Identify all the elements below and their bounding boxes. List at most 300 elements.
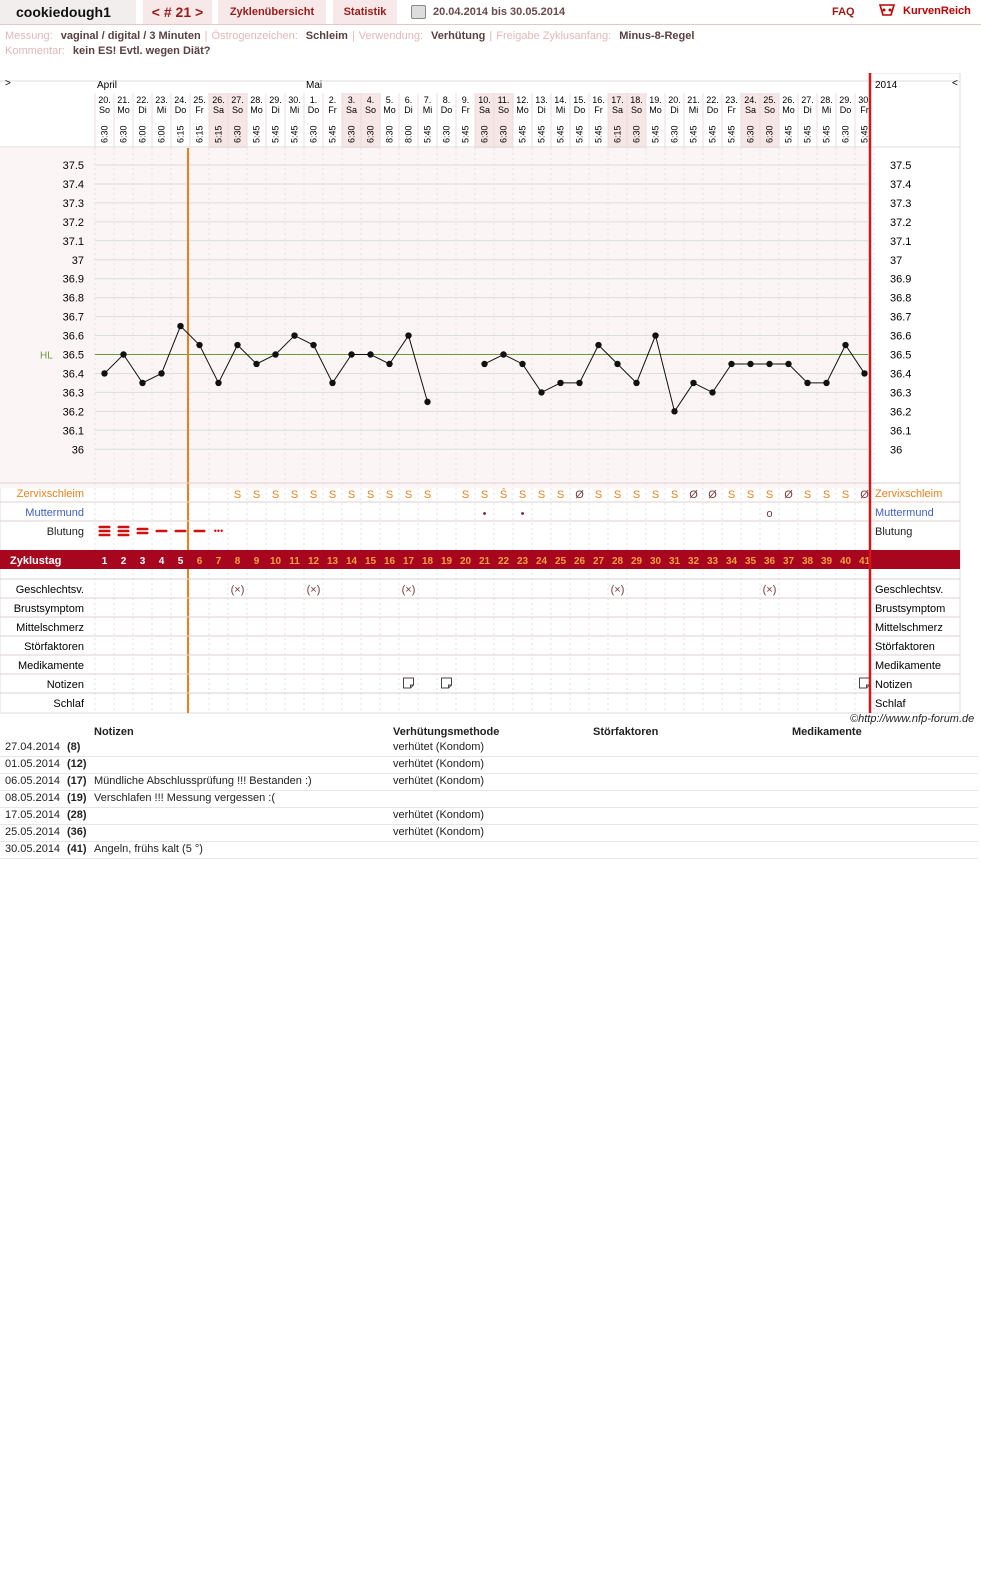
time-label: 6:30 (365, 125, 376, 143)
weekday-label: Di (404, 105, 413, 115)
note-date: 06.05.2014 (5, 775, 61, 787)
time-label: 5:45 (707, 125, 718, 143)
zervix-mark: Ø (784, 489, 793, 501)
note-icon (404, 678, 414, 688)
time-label: 5:45 (859, 125, 870, 143)
weekday-label: Sa (744, 105, 757, 115)
bleeding-mark (137, 528, 149, 531)
date-label: 30. (288, 95, 301, 105)
temperature-point (158, 370, 164, 376)
time-label: 5:45 (555, 125, 566, 143)
date-label: 17. (611, 95, 624, 105)
hl-label: HL (40, 350, 53, 362)
muttermund-mark: • (482, 508, 487, 520)
time-label: 5:45 (422, 125, 433, 143)
date-label: 25. (193, 95, 206, 105)
cycle-day-number: 4 (158, 556, 165, 567)
month-label: April (97, 80, 118, 91)
note-text: Verschlafen !!! Messung vergessen :( (94, 792, 275, 804)
faq-link[interactable]: FAQ (832, 6, 855, 18)
zervix-mark: S (765, 489, 774, 501)
zervix-mark: S (841, 489, 850, 501)
temperature-point (386, 361, 392, 367)
note-text: Angeln, frühs kalt (5 °) (94, 843, 203, 855)
row-label-brust: Brustsymptom (13, 603, 84, 615)
zervix-mark: S (651, 489, 660, 501)
weekday-label: So (364, 105, 377, 115)
y-tick-label: 36.7 (62, 311, 84, 324)
temperature-point (842, 342, 848, 348)
note-cycle-day: (8) (67, 741, 81, 753)
temperature-point (804, 380, 810, 386)
row-label-right-blutung: Blutung (875, 526, 913, 538)
weekday-label: Do (706, 105, 719, 115)
zervix-mark: S (518, 489, 527, 501)
zervix-mark: Ø (575, 489, 584, 501)
cycle-day-number: 27 (592, 556, 605, 567)
cycle-day-number: 2 (120, 556, 127, 567)
weekday-label: Do (839, 105, 852, 115)
note-date: 27.04.2014 (5, 741, 61, 753)
messung-label: Messung: (5, 30, 53, 42)
date-label: 8. (442, 95, 451, 105)
kommentar-value: kein ES! Evtl. wegen Diät? (72, 45, 211, 57)
note-cycle-day: (12) (67, 758, 87, 770)
weekday-label: Di (537, 105, 546, 115)
y-tick-label-right: 37.4 (890, 178, 912, 191)
temperature-point (671, 408, 677, 414)
temperature-point (405, 332, 411, 338)
date-label: 15. (573, 95, 586, 105)
y-tick-label-right: 37.2 (890, 216, 912, 229)
intercourse-mark: (×) (610, 584, 625, 596)
weekday-label: Sa (478, 105, 491, 115)
cycle-day-number: 12 (307, 556, 320, 567)
cycle-day-number: 13 (326, 556, 339, 567)
date-label: 12. (516, 95, 529, 105)
weekday-label: Fr (860, 105, 869, 115)
y-tick-label: 37.5 (62, 160, 84, 172)
note-method: verhütet (Kondom) (393, 809, 485, 821)
zervix-mark: S (423, 489, 432, 501)
cycle-day-number: 26 (573, 556, 586, 567)
note-method: verhütet (Kondom) (393, 775, 485, 787)
date-label: 16. (592, 95, 605, 105)
weekday-label: Mo (250, 105, 263, 115)
temperature-point (728, 361, 734, 367)
time-label: 6:30 (308, 125, 319, 143)
weekday-label: Mi (422, 105, 433, 115)
weekday-label: Sa (345, 105, 358, 115)
y-tick-label: 36.5 (62, 349, 84, 362)
weekday-label: Fr (727, 105, 736, 115)
time-label: 6:30 (441, 125, 452, 143)
date-label: 13. (535, 95, 548, 105)
weekday-label: So (763, 105, 776, 115)
row-label-right-brust: Brustsymptom (875, 603, 946, 615)
time-label: 5:45 (688, 125, 699, 143)
row-label-right-mittel: Mittelschmerz (875, 622, 943, 634)
cycle-day-number: 32 (687, 556, 700, 567)
y-tick-label-right: 37.1 (890, 235, 912, 248)
zervix-mark: S (632, 489, 641, 501)
weekday-label: Mo (649, 105, 662, 115)
y-tick-label-right: 36.6 (890, 330, 912, 343)
y-tick-label-right: 36.1 (890, 425, 912, 438)
temperature-point (481, 361, 487, 367)
note-date: 17.05.2014 (5, 809, 61, 821)
temperature-point (348, 351, 354, 357)
date-label: 19. (649, 95, 662, 105)
date-label: 26. (782, 95, 795, 105)
y-tick-label-right: 36.3 (890, 387, 912, 400)
zervix-mark: S (727, 489, 736, 501)
muttermund-mark: o (766, 508, 773, 520)
bleeding-mark (118, 526, 130, 529)
note-cycle-day: (19) (67, 792, 87, 804)
bleeding-mark (99, 530, 111, 533)
zervix-mark: S (556, 489, 565, 501)
time-label: 6:15 (175, 125, 186, 143)
cycle-day-number: 10 (269, 556, 282, 567)
cycle-day-number: 5 (177, 556, 184, 567)
verwendung-value: Verhütung (431, 30, 486, 42)
cycle-day-number: 36 (763, 556, 776, 567)
note-method: verhütet (Kondom) (393, 741, 485, 753)
cycle-day-number: 25 (554, 556, 567, 567)
note-icon (442, 678, 452, 688)
bleeding-mark (156, 530, 168, 533)
y-tick-label-right: 36.2 (890, 406, 912, 419)
weekday-label: Fr (594, 105, 603, 115)
row-label-right-medi: Medikamente (875, 660, 942, 672)
cycle-day-number: 38 (801, 556, 814, 567)
date-label: 4. (366, 95, 375, 105)
date-label: 11. (497, 95, 510, 105)
zervix-mark: S (233, 489, 242, 501)
temperature-point (709, 389, 715, 395)
weekday-label: Do (573, 105, 586, 115)
weekday-label: Sa (611, 105, 624, 115)
row-label-right-notizen: Notizen (875, 679, 913, 691)
time-label: 5:45 (460, 125, 471, 143)
bleeding-mark (194, 530, 206, 533)
temperature-point (291, 332, 297, 338)
time-label: 5:45 (536, 125, 547, 143)
cycle-day-number: 19 (440, 556, 453, 567)
tab-statistics[interactable]: Statistik (333, 0, 397, 24)
y-tick-label: 37.1 (62, 235, 84, 248)
cycle-day-number: 39 (820, 556, 833, 567)
y-tick-label-right: 37.5 (890, 160, 912, 172)
freigabe-value: Minus-8-Regel (619, 30, 695, 42)
time-label: 8:00 (403, 125, 414, 143)
y-tick-label-right: 36.8 (890, 292, 912, 305)
bleeding-mark (118, 530, 130, 533)
temperature-point (633, 380, 639, 386)
zervix-mark: S (252, 489, 261, 501)
note-date: 01.05.2014 (5, 758, 61, 770)
weekday-label: Di (803, 105, 812, 115)
weekday-label: Do (174, 105, 187, 115)
weekday-label: Fr (461, 105, 470, 115)
row-label-notizen: Notizen (46, 679, 84, 691)
date-label: 22. (136, 95, 149, 105)
temperature-point (310, 342, 316, 348)
zervix-mark: S (385, 489, 394, 501)
bleeding-mark (137, 532, 149, 535)
cycle-day-number: 20 (459, 556, 472, 567)
row-label-geschlechtsv: Geschlechtsv. (15, 584, 84, 596)
temperature-point (139, 380, 145, 386)
row-label-stoer: Störfaktoren (24, 641, 84, 653)
year-label: 2014 (875, 80, 898, 91)
y-tick-label-right: 37.3 (890, 197, 912, 210)
y-tick-label-right: 36.7 (890, 311, 912, 324)
cycle-day-number: 11 (289, 556, 300, 567)
weekday-label: So (231, 105, 244, 115)
note-cycle-day: (28) (67, 809, 87, 821)
temperature-point (690, 380, 696, 386)
weekday-label: Mi (156, 105, 167, 115)
weekday-label: So (497, 105, 510, 115)
comment-line (5, 45, 210, 57)
verwendung-label: Verwendung: (358, 30, 424, 42)
date-label: 20. (98, 95, 111, 105)
temperature-point (519, 361, 525, 367)
table-row (0, 756, 978, 774)
date-label: 23. (725, 95, 738, 105)
temperature-point (861, 370, 867, 376)
note-date: 30.05.2014 (5, 843, 61, 855)
temperature-point (329, 380, 335, 386)
oestrogen-value: Schleim (305, 30, 348, 42)
zervix-mark: S (328, 489, 337, 501)
time-label: 5:45 (327, 125, 338, 143)
weekday-label: Fr (328, 105, 337, 115)
date-label: 28. (250, 95, 263, 105)
cycle-day-number: 8 (234, 556, 241, 567)
row-label-right-muttermund: Muttermund (875, 507, 934, 519)
notes-header-medication: Medikamente (792, 726, 862, 738)
time-label: 6:30 (232, 125, 243, 143)
date-label: 3. (347, 95, 356, 105)
intercourse-mark: (×) (230, 584, 245, 596)
y-tick-label: 37.3 (62, 197, 84, 210)
freigabe-label: Freigabe Zyklusanfang: (496, 30, 612, 42)
y-tick-label-right: 37 (890, 254, 903, 267)
row-label-muttermund: Muttermund (25, 507, 84, 519)
y-tick-label: 36.4 (62, 368, 84, 381)
cycle-day-number: 6 (196, 556, 203, 567)
date-label: 18. (630, 95, 643, 105)
cycle-day-number: 37 (782, 556, 795, 567)
temperature-point (101, 370, 107, 376)
time-label: 5:45 (289, 125, 300, 143)
temperature-point (367, 351, 373, 357)
copyright: ©http://www.nfp-forum.de (850, 713, 975, 725)
weekday-label: Mo (516, 105, 529, 115)
date-label: 22. (706, 95, 719, 105)
time-label: 5:45 (802, 125, 813, 143)
note-date: 08.05.2014 (5, 792, 61, 804)
temperature-point (557, 380, 563, 386)
cycle-day-number: 1 (101, 556, 108, 567)
cycle-day-number: 40 (839, 556, 852, 567)
y-tick-label-right: 36.4 (890, 368, 912, 381)
time-label: 5:15 (213, 125, 224, 143)
date-label: 1. (309, 95, 318, 105)
table-row (0, 841, 978, 859)
weekday-label: Di (670, 105, 679, 115)
nav-left: > (5, 78, 11, 89)
time-label: 5:45 (783, 125, 794, 143)
date-label: 26. (212, 95, 225, 105)
temperature-point (595, 342, 601, 348)
printer-icon[interactable] (411, 5, 426, 19)
date-label: 2. (328, 95, 337, 105)
date-label: 21. (687, 95, 700, 105)
cycle-day-number: 23 (516, 556, 529, 567)
time-label: 5:45 (726, 125, 737, 143)
zervix-mark: Ø (860, 489, 869, 501)
nav-right: < (952, 78, 958, 89)
weekday-label: Mi (289, 105, 300, 115)
table-row (0, 739, 978, 757)
note-cycle-day: (41) (67, 843, 87, 855)
date-label: 9. (461, 95, 470, 105)
logo-icon (878, 2, 896, 18)
temperature-point (785, 361, 791, 367)
bleeding-mark (99, 526, 111, 529)
temperature-point (500, 351, 506, 357)
zervix-mark: S (670, 489, 679, 501)
temperature-point (272, 351, 278, 357)
date-label: 7. (423, 95, 432, 105)
zervix-mark: Ø (689, 489, 698, 501)
temperature-point (234, 342, 240, 348)
cycle-chart (0, 73, 981, 715)
temperature-point (177, 323, 183, 329)
note-date: 25.05.2014 (5, 826, 61, 838)
time-label: 6:30 (118, 125, 129, 143)
cycle-day-number: 21 (478, 556, 491, 567)
username: cookiedough1 (0, 0, 136, 24)
cycle-day-number: 35 (744, 556, 757, 567)
weekday-label: Sa (212, 105, 225, 115)
time-label: 5:45 (593, 125, 604, 143)
temperature-point (196, 342, 202, 348)
time-label: 5:45 (574, 125, 585, 143)
cycle-day-number: 14 (345, 556, 358, 567)
time-label: 6:15 (194, 125, 205, 143)
weekday-label: So (98, 105, 111, 115)
notes-header-notes: Notizen (94, 726, 134, 738)
zervix-mark: S (347, 489, 356, 501)
temperature-point (576, 380, 582, 386)
time-label: 5:45 (517, 125, 528, 143)
date-label: 29. (839, 95, 852, 105)
cycle-day-number: 7 (215, 556, 222, 567)
y-tick-label-right: 36.9 (890, 273, 912, 286)
y-tick-label: 36 (71, 444, 84, 457)
time-label: 6:00 (137, 125, 148, 143)
y-tick-label: 36.2 (62, 406, 84, 419)
date-label: 6. (404, 95, 413, 105)
temperature-point (120, 351, 126, 357)
y-tick-label: 36.9 (62, 273, 84, 286)
date-label: 29. (269, 95, 282, 105)
bleeding-mark (118, 534, 130, 537)
cycle-day-number: 28 (611, 556, 624, 567)
bleeding-mark (99, 534, 111, 537)
info-line: Messung: vaginal / digital / 3 Minuten | Östrogenzeichen: Schleim | Verwendung: Verhütung | Freigabe Zyklusanfang: Minus-8-Regel (5, 30, 695, 42)
y-tick-label: 36.6 (62, 330, 84, 343)
kommentar-label: Kommentar: (5, 45, 65, 57)
cycle-day-number: 9 (253, 556, 260, 567)
time-label: 6:30 (745, 125, 756, 143)
date-header-bg (0, 73, 868, 148)
date-label: 10. (478, 95, 491, 105)
y-tick-label: 36.1 (62, 425, 84, 438)
date-label: 24. (744, 95, 757, 105)
notes-header-method: Verhütungsmethode (393, 726, 500, 738)
y-tick-label-right: 36 (890, 444, 903, 457)
time-label: 6:15 (612, 125, 623, 143)
cycle-day-number: 22 (497, 556, 510, 567)
row-label-zervix: Zervixschleim (16, 488, 84, 500)
row-label-medi: Medikamente (17, 660, 84, 672)
weekday-label: Do (440, 105, 453, 115)
cycle-day-number: 18 (421, 556, 434, 567)
note-method: verhütet (Kondom) (393, 758, 485, 770)
time-label: 5:45 (270, 125, 281, 143)
note-text: Mündliche Abschlussprüfung !!! Bestanden :) (94, 775, 312, 787)
time-label: 6:30 (479, 125, 490, 143)
date-label: 27. (801, 95, 814, 105)
zervix-mark: S (803, 489, 812, 501)
table-row (0, 807, 978, 825)
y-tick-label: 37.4 (62, 178, 84, 191)
zervix-mark: S (822, 489, 831, 501)
note-cycle-day: (17) (67, 775, 87, 787)
zervix-mark: S (271, 489, 280, 501)
tab-cycle-overview[interactable]: Zyklenübersicht (218, 0, 326, 24)
zervix-mark: S (537, 489, 546, 501)
zervix-mark: S (746, 489, 755, 501)
note-icon (860, 678, 870, 688)
zervix-mark: S (461, 489, 470, 501)
weekday-label: Di (271, 105, 280, 115)
zervix-mark: S (309, 489, 318, 501)
cycle-day-number: 3 (139, 556, 146, 567)
cycle-navigation[interactable]: < # 21 > (143, 0, 212, 24)
row-label-schlaf: Schlaf (53, 698, 84, 710)
zervix-mark: S (290, 489, 299, 501)
date-label: 24. (174, 95, 187, 105)
y-tick-label: 36.3 (62, 387, 84, 400)
time-label: 6:30 (669, 125, 680, 143)
muttermund-mark: • (520, 508, 525, 520)
date-label: 5. (385, 95, 394, 105)
weekday-label: Mi (688, 105, 699, 115)
logo[interactable]: KurvenReich (903, 5, 971, 17)
intercourse-mark: (×) (762, 584, 777, 596)
row-label-mittel: Mittelschmerz (16, 622, 84, 634)
temperature-point (652, 332, 658, 338)
messung-value: vaginal / digital / 3 Minuten (60, 30, 201, 42)
cycle-day-number: 41 (858, 556, 871, 567)
